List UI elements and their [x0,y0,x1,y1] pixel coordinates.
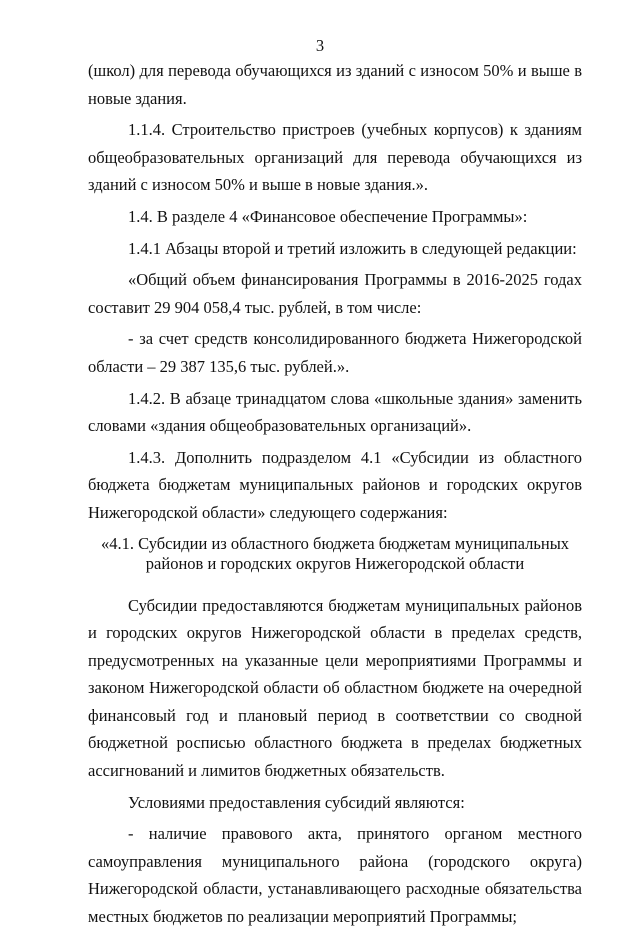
paragraph-1: (школ) для перевода обучающихся из зданий с износом 50% и выше в новые здания. [88,61,582,108]
page-number: 3 [315,36,325,55]
section-heading-line-2: районов и городских округов Нижегородской области [145,553,525,573]
paragraph-subsidies: Субсидии предоставляются бюджетам муниципальных районов и городских округов Нижегородской области в пределах средств, предусмотренных на указанные цели мероприятиями Программы и законом Нижегородской области об областном бюджете на очередной финансовый год и плановый период в соответствии со сводной бюджетной росписью областного бюджета в пределах бюджетных ассигнований и лимитов бюджетных обязательств. [88,595,582,781]
paragraph-1-4-2: 1.4.2. В абзаце тринадцатом слова «школьные здания» заменить словами «здания общеобразовательных организаций». [88,388,582,436]
paragraph-1-4-3: 1.4.3. Дополнить подразделом 4.1 «Субсидии из областного бюджета бюджетам муниципальных районов и городских округов Нижегородской области» следующего содержания: [88,447,582,522]
paragraph-conditions: Условиями предоставления субсидий являются: [128,792,465,812]
paragraph-total-funding: «Общий объем финансирования Программы в 2016-2025 годах составит 29 904 058,4 тыс. рублей, в том числе: [88,270,582,317]
paragraph-legal-act: - наличие правового акта, принятого органом местного самоуправления муниципального района (городского округа) Нижегородской области, устанавливающего расходные обязательства местных бюджетов по реализации мероприятий Программы; [88,824,582,927]
section-heading-4-1 [88,534,582,574]
paragraph-1-4: 1.4. В разделе 4 «Финансовое обеспечение Программы»: [128,206,528,226]
document-body [88,57,582,931]
paragraph-1-4-1: 1.4.1 Абзацы второй и третий изложить в следующей редакции: [128,238,577,258]
section-heading-line-1: «4.1. Субсидии из областного бюджета бюджетам муниципальных [100,533,570,553]
paragraph-1-1-4: 1.1.4. Строительство пристроев (учебных корпусов) к зданиям общеобразовательных организаций для перевода обучающихся из зданий с износом 50% и выше в новые здания.». [88,120,582,195]
paragraph-consolidated-budget: - за счет средств консолидированного бюджета Нижегородской области – 29 387 135,6 тыс. рублей.». [88,329,582,376]
